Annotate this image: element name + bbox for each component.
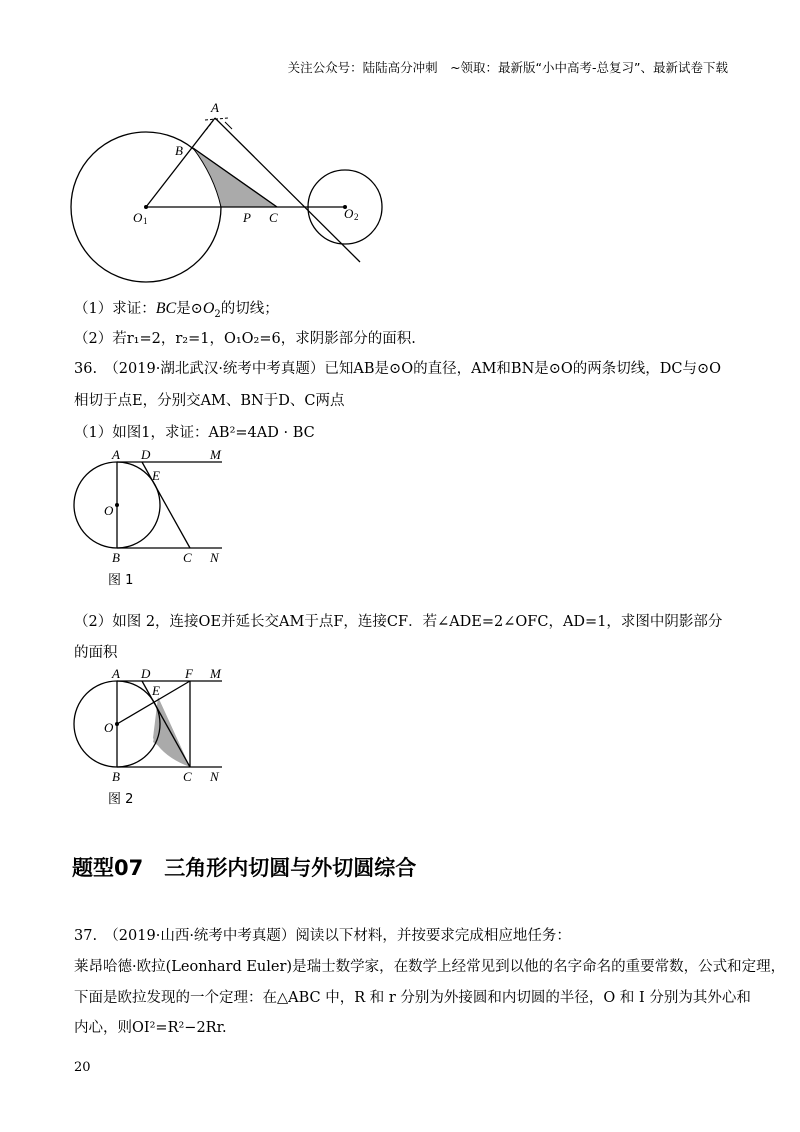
label-o2: O (344, 206, 354, 221)
q36-part1: （1）如图1，求证：AB²=4AD · BC (74, 425, 315, 441)
fig36-2-label-a: A (112, 666, 120, 681)
q35-part1: （1）求证：BC是$⊙O_2$的切线； (74, 300, 279, 320)
q37-line2: 莱昂哈德·欧拉(Leonhard Euler)是瑞士数学家，在数学上经常见到以他的名字命名的重要常数，公式和定理， (74, 959, 786, 975)
label-o1-sub: 1 (143, 216, 148, 226)
q36-line1: 36. （2019·湖北武汉·统考中考真题）已知AB是⊙O的直径，AM和BN是⊙O的两条切线，DC与⊙O (74, 361, 722, 377)
q37-line1: 37. （2019·山西·统考中考真题）阅读以下材料，并按要求完成相应地任务： (74, 928, 571, 944)
fig36-2-label-o: O (104, 720, 114, 735)
q36-part2-line2: 的面积 (74, 645, 118, 661)
fig36-2-label-e: E (152, 683, 160, 698)
fig36-1-label-c: C (183, 550, 192, 565)
q37-line3: 下面是欧拉发现的一个定理：在△ABC 中，R 和 r 分别为外接圆和内切圆的半径，O 和 I 分别为其外心和 (74, 990, 751, 1006)
page-number: 20 (74, 1060, 91, 1075)
q36-line2: 相切于点E，分别交AM、BN于D、C两点 (74, 393, 345, 409)
fig2-caption: 图 2 (108, 792, 134, 807)
label-p: P (243, 210, 251, 225)
section-title: 题型07 三角形内切圆与外切圆综合 (72, 856, 417, 880)
fig36-1-label-d: D (141, 447, 151, 462)
fig36-1-label-n: N (210, 550, 219, 565)
label-o1: O (133, 210, 143, 225)
figure-36-2 (0, 667, 800, 807)
figure-two-circles (0, 0, 800, 300)
q36-part2-line1: （2）如图 2，连接OE并延长交AM于点F，连接CF．若∠ADE=2∠OFC，AD=1，求图中阴影部分 (74, 614, 723, 630)
q37-line4: 内心，则OI²=R²−2Rr. (74, 1020, 227, 1036)
fig36-2-label-n: N (210, 769, 219, 784)
q35-part2: （2）若r₁=2，r₂=1，O₁O₂=6，求阴影部分的面积. (74, 331, 416, 347)
label-a: A (211, 100, 219, 115)
page-header: 关注公众号：陆陆高分冲刺 ~领取：最新版“小中高考-总复习”、最新试卷下载 (287, 60, 728, 75)
fig36-2-label-d: D (141, 666, 151, 681)
fig36-1-label-o: O (104, 503, 114, 518)
fig36-1-label-a: A (112, 447, 120, 462)
fig36-2-label-b: B (112, 769, 120, 784)
fig36-2-label-f: F (185, 666, 193, 681)
fig36-2-label-c: C (183, 769, 192, 784)
fig36-1-label-m: M (210, 447, 221, 462)
label-o2-sub: 2 (354, 212, 359, 222)
fig36-2-label-m: M (210, 666, 221, 681)
fig36-1-label-b: B (112, 550, 120, 565)
figure-36-1 (0, 448, 800, 588)
fig36-1-label-e: E (152, 468, 160, 483)
fig1-caption: 图 1 (108, 573, 134, 588)
label-c: C (269, 210, 278, 225)
label-b: B (175, 143, 183, 158)
